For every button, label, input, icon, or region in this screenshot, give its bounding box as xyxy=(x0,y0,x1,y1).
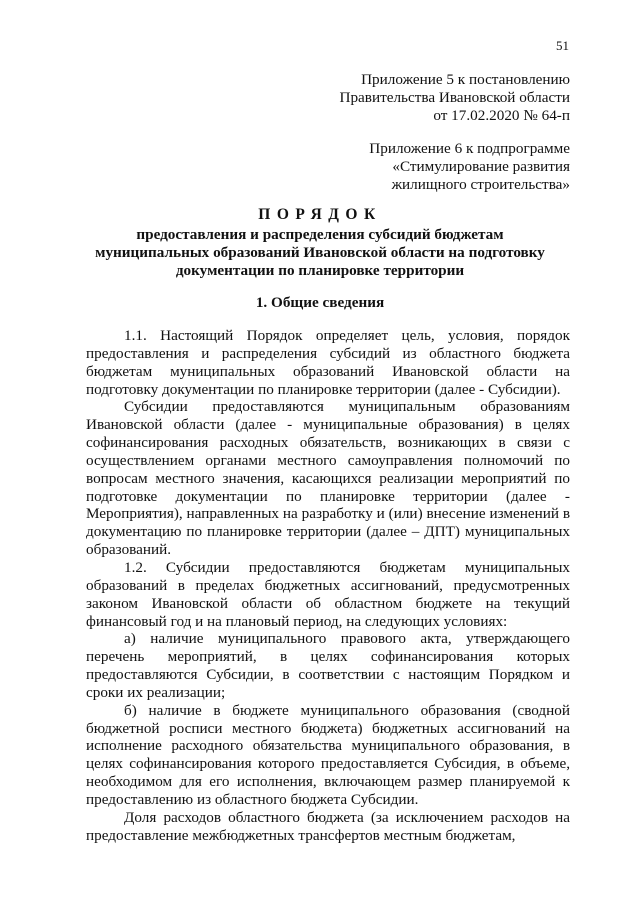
appendix-line: от 17.02.2020 № 64-п xyxy=(433,107,570,124)
paragraph: 1.2. Субсидии предоставляются бюджетам муниципальных образований в пределах бюджетных ассигнований, предусмотренных законом Ивановской области об областном бюджете на текущий финансовый год и на плановый период, на следующих условиях: xyxy=(86,558,570,630)
paragraph: 1.1. Настоящий Порядок определяет цель, условия, порядок предоставления и распределения субсидий из областного бюджета бюджетам муниципальных образований Ивановской области на подготовку документации по планировке территории (далее - Субсидии). xyxy=(86,327,570,398)
appendix-reference-decree xyxy=(340,71,571,125)
document-subtitle-line: муниципальных образований Ивановской области на подготовку xyxy=(95,244,545,261)
appendix-line: «Стимулирование развития xyxy=(392,158,570,175)
page-number: 51 xyxy=(556,38,569,53)
appendix-line: Приложение 5 к постановлению xyxy=(361,71,570,88)
appendix-line: жилищного строительства» xyxy=(391,176,570,193)
paragraph: Субсидии предоставляются муниципальным образованиям Ивановской области (далее - муниципальные образования) в целях софинансирования расходных обязательств, возникающих в связи с осуществлением органами местного самоуправления полномочий по вопросам местного значения, касающихся реализации мероприятий по подготовке документации по планировке территории (далее - Мероприятия), направленных на разработку и (или) внесение изменений в документацию по планировке территории (далее – ДПТ) муниципальных образований. xyxy=(86,398,570,559)
paragraph: б) наличие в бюджете муниципального образования (сводной бюджетной росписи местного бюджета) бюджетных ассигнований на исполнение расходного обязательства муниципального образования, в целях софинансирования которого предоставляется Субсидия, в объеме, необходимом для его исполнения, включающем размер планируемой к предоставлению из областного бюджета Субсидии. xyxy=(86,701,570,808)
appendix-line: Приложение 6 к подпрограмме xyxy=(369,140,570,157)
body-text xyxy=(86,327,570,844)
paragraph: Доля расходов областного бюджета (за исключением расходов на предоставление межбюджетных трансфертов местным бюджетам, xyxy=(86,808,570,844)
document-subtitle-line: документации по планировке территории xyxy=(175,262,465,279)
paragraph: а) наличие муниципального правового акта, утверждающего перечень мероприятий, в целях софинансирования которых предоставляются Субсидии, в соответствии с настоящим Порядком и сроки их реализации; xyxy=(86,630,570,701)
document-title: ПОРЯДОК xyxy=(258,206,382,223)
document-title-block xyxy=(70,206,570,280)
section-heading: 1. Общие сведения xyxy=(255,294,385,311)
document-subtitle-line: предоставления и распределения субсидий бюджетам xyxy=(136,226,504,243)
appendix-reference-subprogram xyxy=(369,140,570,194)
appendix-line: Правительства Ивановской области xyxy=(339,89,570,106)
